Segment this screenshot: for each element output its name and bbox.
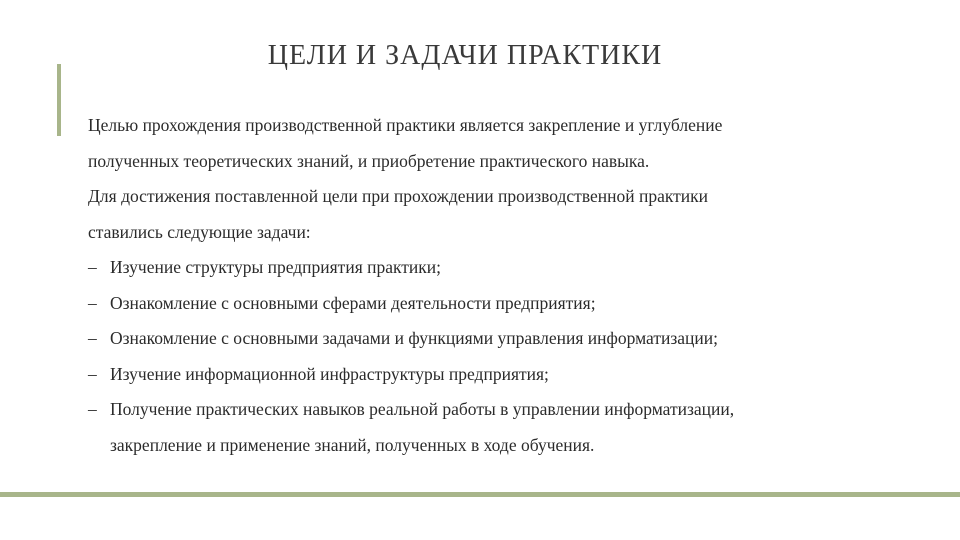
- task-text: Получение практических навыков реальной работы в управлении информатизации,: [110, 399, 735, 419]
- dash-bullet: –: [88, 399, 97, 419]
- task-item: [88, 250, 908, 286]
- task-item: [88, 392, 908, 463]
- task-text-continuation: закрепление и применение знаний, полученных в ходе обучения.: [110, 434, 595, 455]
- tasks-intro-line-1: Для достижения поставленной цели при прохождении производственной практики: [88, 186, 709, 206]
- dash-bullet: –: [88, 292, 97, 313]
- task-text: Изучение информационной инфраструктуры предприятия;: [110, 363, 549, 384]
- task-text: Изучение структуры предприятия практики;: [110, 257, 442, 277]
- task-item: [88, 321, 908, 357]
- goal-line-2: полученных теоретических знаний, и приобретение практического навыка.: [88, 150, 650, 171]
- task-item: [88, 357, 908, 393]
- dash-bullet: –: [88, 328, 97, 348]
- dash-bullet: –: [88, 363, 97, 384]
- task-text: Ознакомление с основными сферами деятельности предприятия;: [110, 292, 596, 313]
- accent-bar: [57, 64, 61, 136]
- dash-bullet: –: [88, 257, 97, 277]
- slide-title: ЦЕЛИ И ЗАДАЧИ ПРАКТИКИ: [267, 40, 663, 71]
- task-item: [88, 286, 908, 322]
- goal-line-1: Целью прохождения производственной практики является закрепление и углубление: [88, 115, 723, 135]
- tasks-intro-line-2: ставились следующие задачи:: [88, 221, 311, 242]
- bottom-rule: [0, 492, 960, 497]
- task-text: Ознакомление с основными задачами и функциями управления информатизации;: [110, 328, 719, 348]
- task-list: [88, 250, 908, 463]
- slide-body: [88, 108, 908, 463]
